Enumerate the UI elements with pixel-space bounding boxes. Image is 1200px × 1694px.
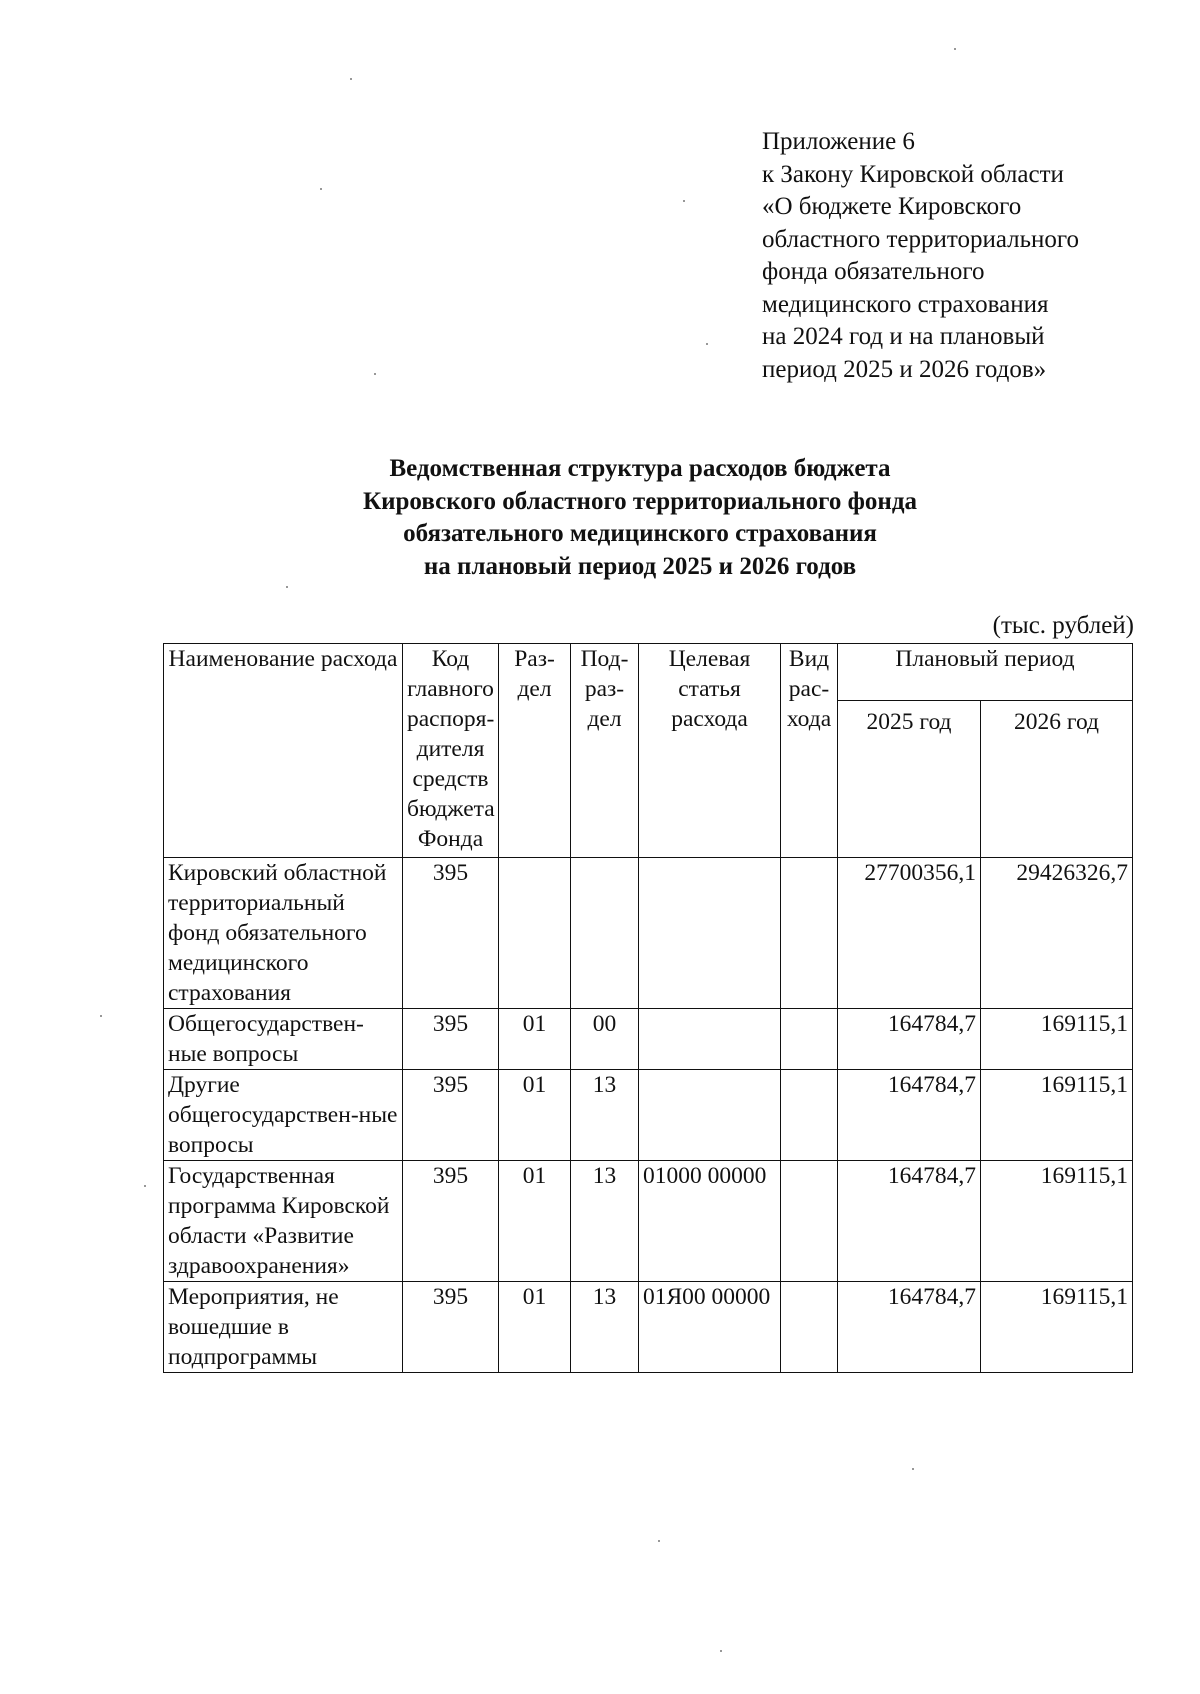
table-row [164,1009,1133,1070]
scan-speck [320,188,322,190]
table-row [164,1161,1133,1282]
expenditure-table [163,643,1133,1373]
row-2025: 164784,7 [838,1070,981,1161]
scan-speck [350,78,352,80]
row-target: 01Я00 00000 [639,1282,781,1373]
header-2026: 2026 год [981,701,1133,858]
table-row [164,1282,1133,1373]
row-target [639,1070,781,1161]
scan-speck [100,1015,102,1017]
row-subsection: 13 [571,1161,639,1282]
appendix-line: медицинского страхования [762,290,1049,318]
scan-speck [144,1185,146,1187]
row-2025: 164784,7 [838,1009,981,1070]
header-code: Код главного распоря-дителя средств бюджета Фонда [403,644,499,858]
row-2026: 169115,1 [981,1282,1133,1373]
appendix-reference [762,126,1079,386]
row-section: 01 [499,1282,571,1373]
title-line: на плановый период 2025 и 2026 годов [423,552,857,580]
row-section [499,858,571,1009]
row-name: Мероприятия, не вошедшие в подпрограммы [164,1282,403,1373]
row-subsection: 13 [571,1070,639,1161]
appendix-line: фонда обязательного [762,258,985,285]
appendix-line: Приложение 6 [762,128,915,155]
row-name: Другие общегосударствен-ные вопросы [164,1070,403,1161]
row-name: Общегосударствен-ные вопросы [164,1009,403,1070]
header-type: Вид рас-хода [781,644,838,858]
header-target: Целевая статья расхода [639,644,781,858]
row-section: 01 [499,1009,571,1070]
row-2025: 164784,7 [838,1161,981,1282]
row-type [781,1009,838,1070]
row-name: Государственная программа Кировской области «Развитие здравоохранения» [164,1161,403,1282]
row-code: 395 [403,1282,499,1373]
scan-speck [658,1540,660,1542]
row-2026: 169115,1 [981,1161,1133,1282]
appendix-line: период 2025 и 2026 годов» [762,355,1047,383]
header-subsection: Под-раз-дел [571,644,639,858]
row-code: 395 [403,1161,499,1282]
appendix-line: на 2024 год и на плановый [762,323,1045,350]
row-section: 01 [499,1070,571,1161]
row-type [781,1161,838,1282]
scan-speck [912,1468,914,1470]
row-2026: 169115,1 [981,1009,1133,1070]
scan-speck [706,343,708,345]
row-target [639,858,781,1009]
row-target: 01000 00000 [639,1161,781,1282]
row-subsection [571,858,639,1009]
scan-speck [954,48,956,50]
table-row [164,858,1133,1009]
row-type [781,1070,838,1161]
title-line: Ведомственная структура расходов бюджета [389,455,891,482]
scan-speck [720,1650,722,1652]
header-2025: 2025 год [838,701,981,858]
row-name: Кировский областной территориальный фонд обязательного медицинского страхования [164,858,403,1009]
header-section: Раз-дел [499,644,571,858]
table-row [164,1070,1133,1161]
row-code: 395 [403,1009,499,1070]
row-subsection: 00 [571,1009,639,1070]
row-code: 395 [403,858,499,1009]
row-target [639,1009,781,1070]
scan-speck [286,586,288,588]
title-line: обязательного медицинского страхования [403,520,877,547]
row-subsection: 13 [571,1282,639,1373]
header-name: Наименование расхода [164,644,403,858]
row-2026: 169115,1 [981,1070,1133,1161]
appendix-line: областного территориального [762,225,1080,253]
appendix-line: к Закону Кировской области [762,160,1064,188]
appendix-line: «О бюджете Кировского [762,193,1022,220]
units-note: (тыс. рублей) [992,612,1134,639]
row-type [781,1282,838,1373]
row-2025: 27700356,1 [838,858,981,1009]
row-code: 395 [403,1070,499,1161]
row-2026: 29426326,7 [981,858,1133,1009]
document-title [160,453,1120,583]
row-section: 01 [499,1161,571,1282]
row-2025: 164784,7 [838,1282,981,1373]
row-type [781,858,838,1009]
scan-speck [683,200,685,202]
header-period: Плановый период [838,644,1133,701]
title-line: Кировского областного территориального фонда [363,487,917,515]
scan-speck [374,373,376,375]
